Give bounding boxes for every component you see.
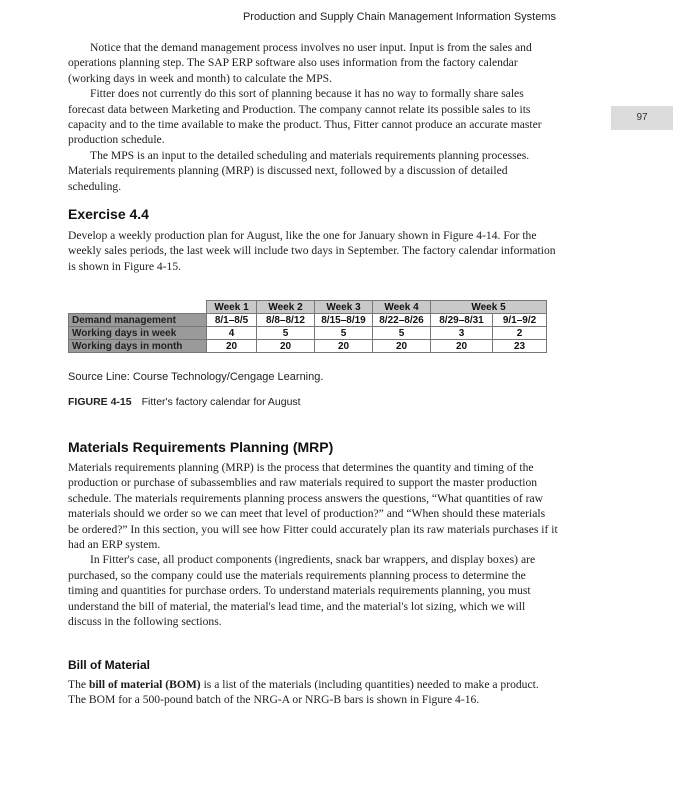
- week-header: Week 5: [431, 301, 547, 314]
- table-cell: 23: [493, 340, 547, 353]
- table-cell: 4: [207, 327, 257, 340]
- table-row: [69, 340, 547, 353]
- bom-text-start: The: [68, 678, 89, 691]
- table-cell: 8/1–8/5: [207, 314, 257, 327]
- row-label: Demand management: [69, 314, 207, 327]
- mrp-paragraph-2: In Fitter's case, all product components (ingredients, snack bar wrappers, and display boxes) are purchased, so the company could use the materials requirements planning process to determine the timing and quantities for purchase orders. To understand materials requirements planning, you must understand the bill of material, the material's lead time, and the material's lot sizing, which we will discuss in the following sections.: [68, 553, 536, 629]
- table-header-row: [69, 301, 547, 314]
- factory-calendar-table: [68, 300, 547, 353]
- table-cell: 20: [315, 340, 373, 353]
- figure-source-line: Source Line: Course Technology/Cengage Learning.: [68, 371, 324, 383]
- week-header: Week 1: [207, 301, 257, 314]
- table-cell: 20: [373, 340, 431, 353]
- running-head: Production and Supply Chain Management Information Systems: [242, 11, 556, 23]
- table-cell: 8/22–8/26: [373, 314, 431, 327]
- table-cell: 5: [315, 327, 373, 340]
- table-cell: 20: [431, 340, 493, 353]
- row-label: Working days in month: [69, 340, 207, 353]
- table-cell: 2: [493, 327, 547, 340]
- table-cell: 8/29–8/31: [431, 314, 493, 327]
- table-cell: 8/15–8/19: [315, 314, 373, 327]
- table-cell: 5: [257, 327, 315, 340]
- intro-paragraph-1: Notice that the demand management process involves no user input. Input is from the sales and operations planning step. The SAP ERP software also uses information from the factory calendar (working days in week and month) to calculate the MPS.: [68, 41, 532, 85]
- week-header: Week 4: [373, 301, 431, 314]
- figure-number: FIGURE 4-15: [68, 396, 132, 408]
- table-row: [69, 327, 547, 340]
- table-row: [69, 314, 547, 327]
- table-corner: [69, 301, 207, 314]
- week-header: Week 2: [257, 301, 315, 314]
- intro-section: [68, 40, 558, 194]
- bom-paragraph: [68, 677, 558, 708]
- week-header: Week 3: [315, 301, 373, 314]
- figure-caption: [68, 396, 301, 408]
- table-cell: 3: [431, 327, 493, 340]
- exercise-text: Develop a weekly production plan for August, like the one for January shown in Figure 4-14. For the weekly sales periods, the last week will include two days in September. The factory calendar information is shown in Figure 4-15.: [68, 229, 556, 273]
- bom-text-end: is a list of the materials (including quantities) needed to make a product. The BOM for a 500-pound batch of the NRG-A or NRG-B bars is shown in Figure 4-16.: [68, 678, 539, 707]
- bom-section: [68, 677, 558, 708]
- row-label: Working days in week: [69, 327, 207, 340]
- table-cell: 9/1–9/2: [493, 314, 547, 327]
- table-cell: 20: [207, 340, 257, 353]
- intro-paragraph-2: Fitter does not currently do this sort of planning because it has no way to formally share sales forecast data between Marketing and Production. The company cannot relate its possible sales to its capacity and to the time available to make the product. Thus, Fitter cannot produce an accurate master production schedule.: [68, 87, 542, 147]
- exercise-section: [68, 228, 558, 274]
- exercise-heading: Exercise 4.4: [68, 206, 149, 222]
- bom-term: bill of material (BOM): [88, 678, 201, 691]
- mrp-section: [68, 460, 558, 629]
- table-cell: 20: [257, 340, 315, 353]
- bom-heading: Bill of Material: [68, 658, 151, 672]
- figure-caption-text: Fitter's factory calendar for August: [141, 396, 301, 408]
- mrp-heading: Materials Requirements Planning (MRP): [68, 439, 334, 455]
- mrp-paragraph-1: Materials requirements planning (MRP) is the process that determines the quantity and timing of the production or purchase of subassemblies and raw materials required to support the master production schedule. The materials requirements planning process answers the questions, “What quantities of raw materials should we order so we can meet that level of production?” and “When should these materials be ordered?” In this section, you will see how Fitter could accurately plan its raw materials purchases if it had an ERP system.: [68, 461, 558, 552]
- table-cell: 5: [373, 327, 431, 340]
- table-cell: 8/8–8/12: [257, 314, 315, 327]
- page-number: 97: [611, 106, 673, 130]
- intro-paragraph-3: The MPS is an input to the detailed scheduling and materials requirements planning processes. Materials requirements planning (MRP) is discussed next, followed by a discussion of detailed scheduling.: [68, 148, 530, 193]
